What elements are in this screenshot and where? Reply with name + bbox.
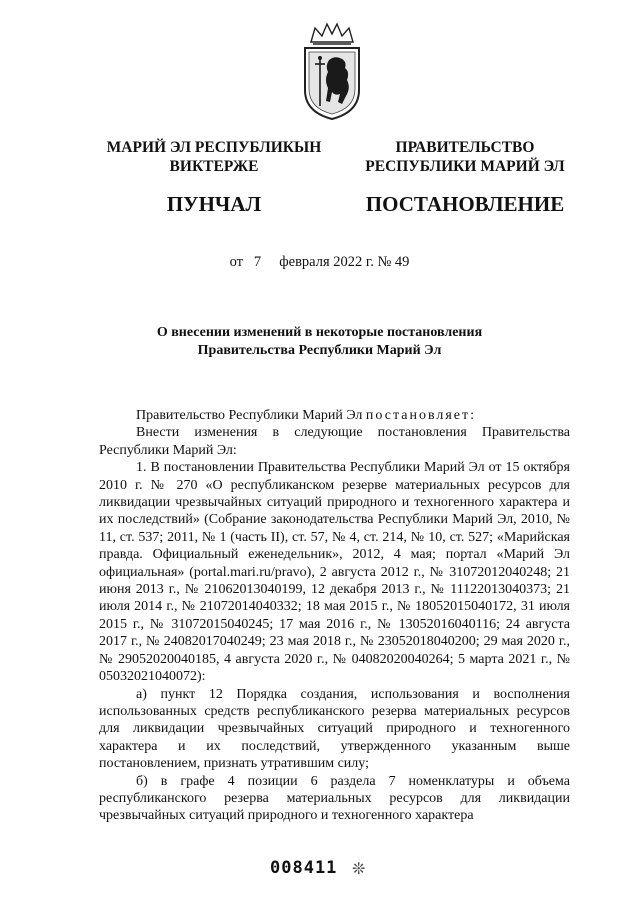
header-right-title: ПОСТАНОВЛЕНИЕ bbox=[365, 191, 565, 216]
body-intro bbox=[99, 407, 570, 424]
header-left-title: ПУНЧАЛ bbox=[166, 191, 262, 216]
date-from-label: от bbox=[229, 254, 243, 270]
body-paragraph-1: Внести изменения в следующие постановления Правительства Республики Марий Эл: bbox=[99, 425, 570, 458]
body-paragraph-2: 1. В постановлении Правительства Республики Марий Эл от 15 октября 2010 г. № 270 «О республиканском резерве материальных ресурсов для ликвидации чрезвычайных ситуаций природного и техногенного характера и их последствий» (Собрание законодательства Республики Марий Эл, 2010, № 11, ст. 537; 2011, № 1 (часть II), ст. 57, № 4, ст. 214, № 10, ст. 527; «Марийская правда. Официальный еженедельник», 2012, 4 мая; портал «Марий Эл официальная» (portal.mari.ru/pravo), 2 августа 2012 г., № 31072012040248; 21 июня 2013 г., № 21062013040199, 12 декабря 2013 г., № 11122013040373; 21 июля 2014 г., № 21072014040332; 18 мая 2015 г., № 18052015040172, 31 июля 2015 г., № 31072015040245; 17 мая 2016 г., № 13052016040116; 24 августа 2017 г., № 24082017040249; 23 мая 2018 г., № 23052018040200; 29 мая 2020 г., № 29052020040185, 4 августа 2020 г., № 04082020040264; 5 марта 2021 г., № 05032021040072): bbox=[99, 460, 570, 685]
header-right-russian bbox=[350, 138, 580, 217]
header-left-mari bbox=[80, 138, 348, 217]
header-right-line2: РЕСПУБЛИКИ МАРИЙ ЭЛ bbox=[365, 158, 565, 176]
header-left-line2: ВИКТЕРЖЕ bbox=[169, 158, 259, 176]
subject-line1: О внесении изменений в некоторые постановления bbox=[156, 325, 483, 340]
decree-subject bbox=[80, 324, 559, 360]
decree-number: № 49 bbox=[377, 254, 410, 270]
body-paragraph-4: б) в графе 4 позиции 6 раздела 7 номенклатуры и объема республиканского резерва материальных ресурсов для ликвидации чрезвычайных ситуаций природного и техногенного характера bbox=[99, 773, 570, 824]
form-serial-number: 008411 bbox=[270, 858, 338, 878]
coat-of-arms-emblem bbox=[297, 22, 367, 122]
body-intro-verb: постановляет: bbox=[365, 408, 477, 423]
header-right-line1: ПРАВИТЕЛЬСТВО bbox=[395, 139, 535, 156]
decree-date-line bbox=[0, 254, 639, 271]
date-month-year: февраля 2022 г. bbox=[279, 254, 374, 270]
subject-line2: Правительства Республики Марий Эл bbox=[197, 343, 442, 359]
decree-body bbox=[99, 407, 570, 825]
snowflake-mark-icon: ❊ bbox=[352, 861, 366, 878]
body-intro-text: Правительство Республики Марий Эл bbox=[136, 408, 366, 423]
date-day: 7 bbox=[253, 254, 262, 270]
body-paragraph-3: а) пункт 12 Порядка создания, использования и восполнения использованных средств республиканского резерва материальных ресурсов для ликвидации чрезвычайных ситуаций природного и техногенного характера и их последствий, утвержденного указанным выше постановлением, признать утратившим силу; bbox=[99, 686, 570, 772]
header-left-line1: МАРИЙ ЭЛ РЕСПУБЛИКЫН bbox=[106, 139, 322, 156]
